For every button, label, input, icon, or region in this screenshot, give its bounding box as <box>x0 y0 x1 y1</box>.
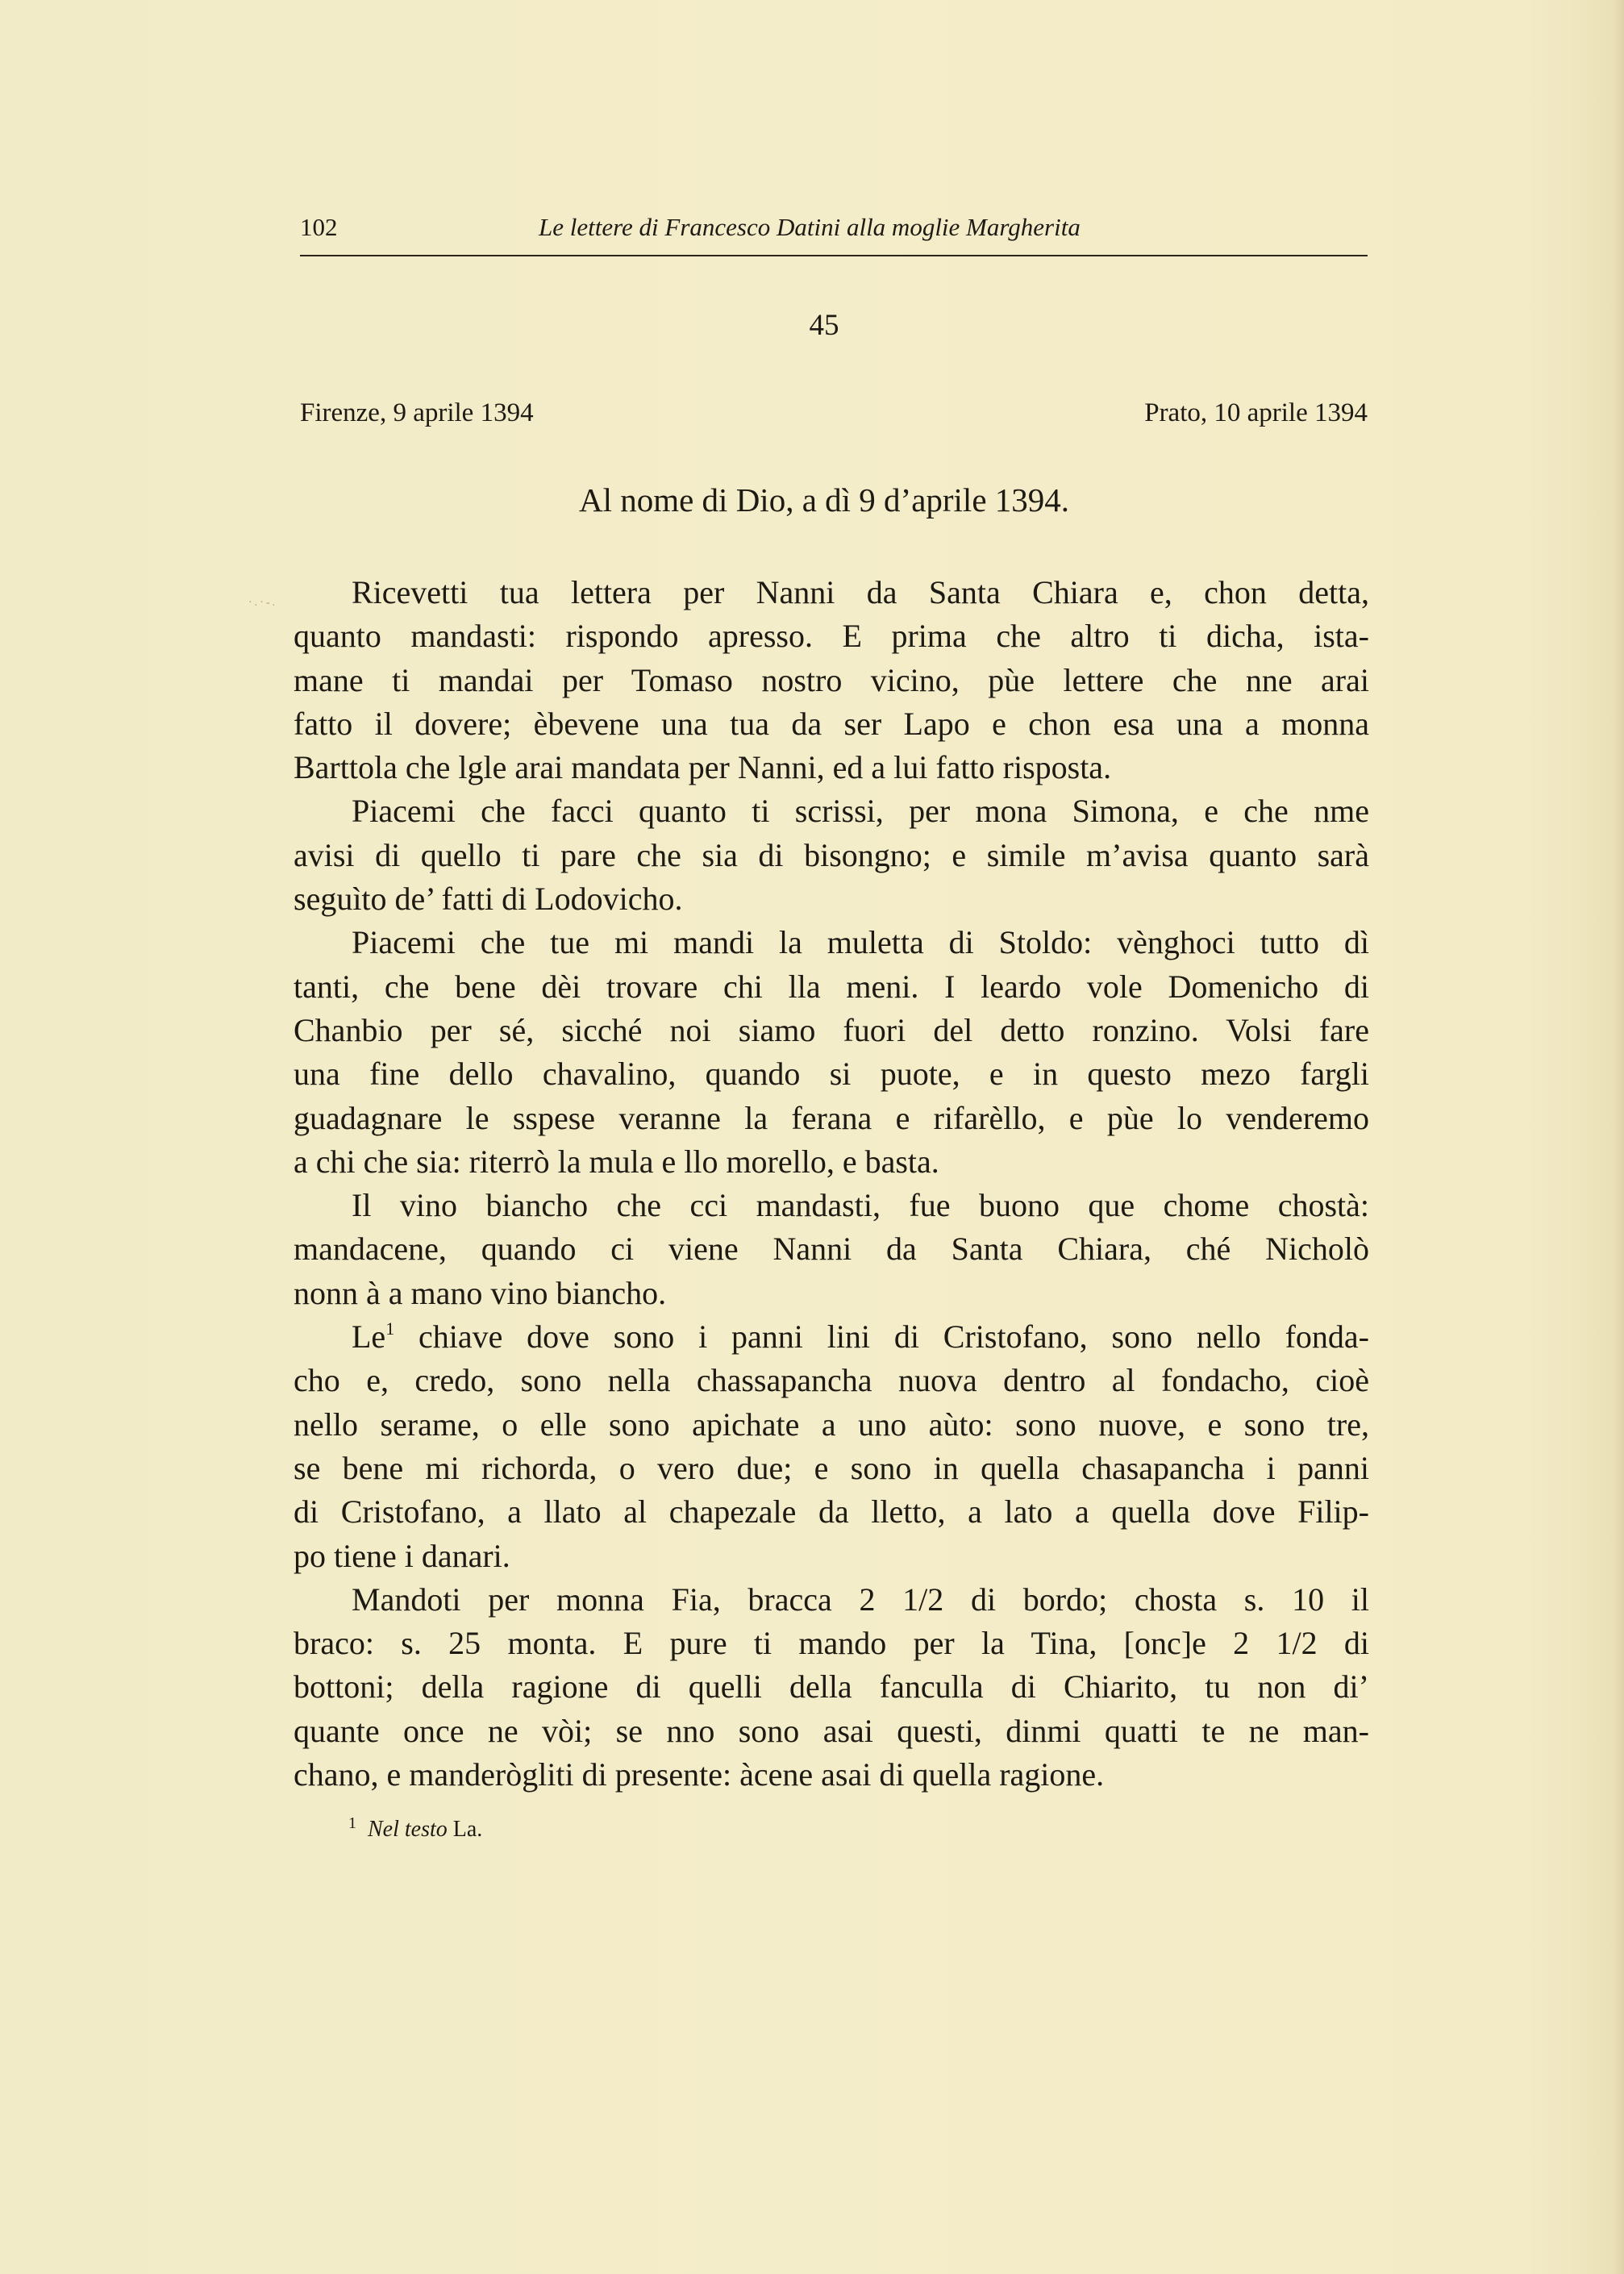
text-line: Ricevetti tua lettera per Nanni da Santa Chiara e, chon detta, <box>352 574 1369 610</box>
text-line: po tiene i danari. <box>294 1537 510 1574</box>
sender-place-date: Firenze, 9 aprile 1394 <box>300 398 534 427</box>
letter-number: 45 <box>809 309 839 342</box>
footnote-number: 1 <box>348 1814 356 1832</box>
text-line: fatto il dovere; èbevene una tua da ser Lapo e chon esa una a monna <box>294 705 1369 742</box>
text-line: nonn à a mano vino biancho. <box>294 1274 667 1311</box>
running-title: Le lettere di Francesco Datini alla moglie Margherita <box>539 213 1081 241</box>
text-line: mandacene, quando ci viene Nanni da Santa Chiara, ché Nicholò <box>294 1231 1369 1268</box>
running-head <box>300 208 1368 248</box>
text-line: una fine dello chavalino, quando si puote, e in questo mezo fargli <box>294 1056 1369 1093</box>
text-line: Piacemi che facci quanto ti scrissi, per mona Simona, e che nme <box>352 793 1369 830</box>
text-line: di Cristofano, a llato al chapezale da lletto, a lato a quella dove Filip- <box>294 1493 1369 1531</box>
text-line: quante once ne vòi; se nno sono asai questi, dinmi quatti te ne man- <box>294 1712 1369 1749</box>
page-number: 102 <box>300 213 338 241</box>
text-line: braco: s. 25 monta. E pure ti mando per la Tina, [onc]e 2 1/2 di <box>294 1625 1369 1662</box>
line-rest: chiave dove sono i panni lini di Cristofano, sono nello fonda- <box>394 1318 1369 1356</box>
footnote-italic-text: Nel testo <box>368 1817 448 1842</box>
text-line: quanto mandasti: rispondo apresso. E prima che altro ti dicha, ista- <box>294 618 1369 655</box>
text-line: avisi di quello ti pare che sia di bisongno; e simile m’avisa quanto sarà <box>294 836 1369 873</box>
text-line: a chi che sia: riterrò la mula e llo morello, e basta. <box>294 1143 939 1180</box>
paragraph <box>294 1315 1369 1578</box>
paragraph <box>294 1578 1369 1797</box>
paper-speck: ·.·‐. <box>248 597 277 609</box>
text-line: se bene mi richorda, o vero due; e sono in quella chasapancha i panni <box>294 1449 1369 1486</box>
text-line <box>294 1315 1369 1359</box>
paragraph <box>294 571 1369 789</box>
text-line: Barttola che lgle arai mandata per Nanni, ed a lui fatto risposta. <box>294 749 1112 786</box>
letter-body <box>294 571 1369 1797</box>
header-rule <box>300 255 1368 256</box>
letter-invocation: Al nome di Dio, a dì 9 d’aprile 1394. <box>578 481 1070 519</box>
text-line: mane ti mandai per Tomaso nostro vicino, pùe lettere che nne arai <box>294 661 1369 698</box>
text-line: Il vino biancho che cci mandasti, fue buono que chome chostà: <box>352 1187 1369 1224</box>
text-line: bottoni; della ragione di quelli della fanculla di Chiarito, tu non di’ <box>294 1668 1369 1706</box>
first-word: Le <box>352 1318 386 1356</box>
text-line: cho e, credo, sono nella chassapancha nuova dentro al fondacho, cioè <box>294 1362 1369 1399</box>
text-line: Chanbio per sé, sicché noi siamo fuori del detto ronzino. Volsi fare <box>294 1011 1369 1048</box>
text-line: tanti, che bene dèi trovare chi lla meni. I leardo vole Domenicho di <box>294 968 1369 1005</box>
footnote-text: La. <box>447 1817 483 1842</box>
text-line: chano, e manderògliti di presente: àcene asai di quella ragione. <box>294 1756 1105 1793</box>
footnote <box>348 1814 482 1843</box>
text-line: nello serame, o elle sono apichate a uno aùto: sono nuove, e sono tre, <box>294 1406 1369 1443</box>
text-line: seguìto de’ fatti di Lodovicho. <box>294 881 683 918</box>
recipient-place-date: Prato, 10 aprile 1394 <box>1144 398 1368 427</box>
text-line: guadagnare le sspese veranne la ferana e rifarèllo, e pùe lo venderemo <box>294 1099 1369 1136</box>
text-line: Piacemi che tue mi mandi la muletta di Stoldo: vènghoci tutto dì <box>352 924 1369 961</box>
paragraph <box>294 789 1369 921</box>
text-line: Mandoti per monna Fia, bracca 2 1/2 di bordo; chosta s. 10 il <box>352 1581 1369 1618</box>
paragraph <box>294 921 1369 1184</box>
footnote-reference[interactable]: 1 <box>385 1318 395 1339</box>
paragraph <box>294 1184 1369 1315</box>
